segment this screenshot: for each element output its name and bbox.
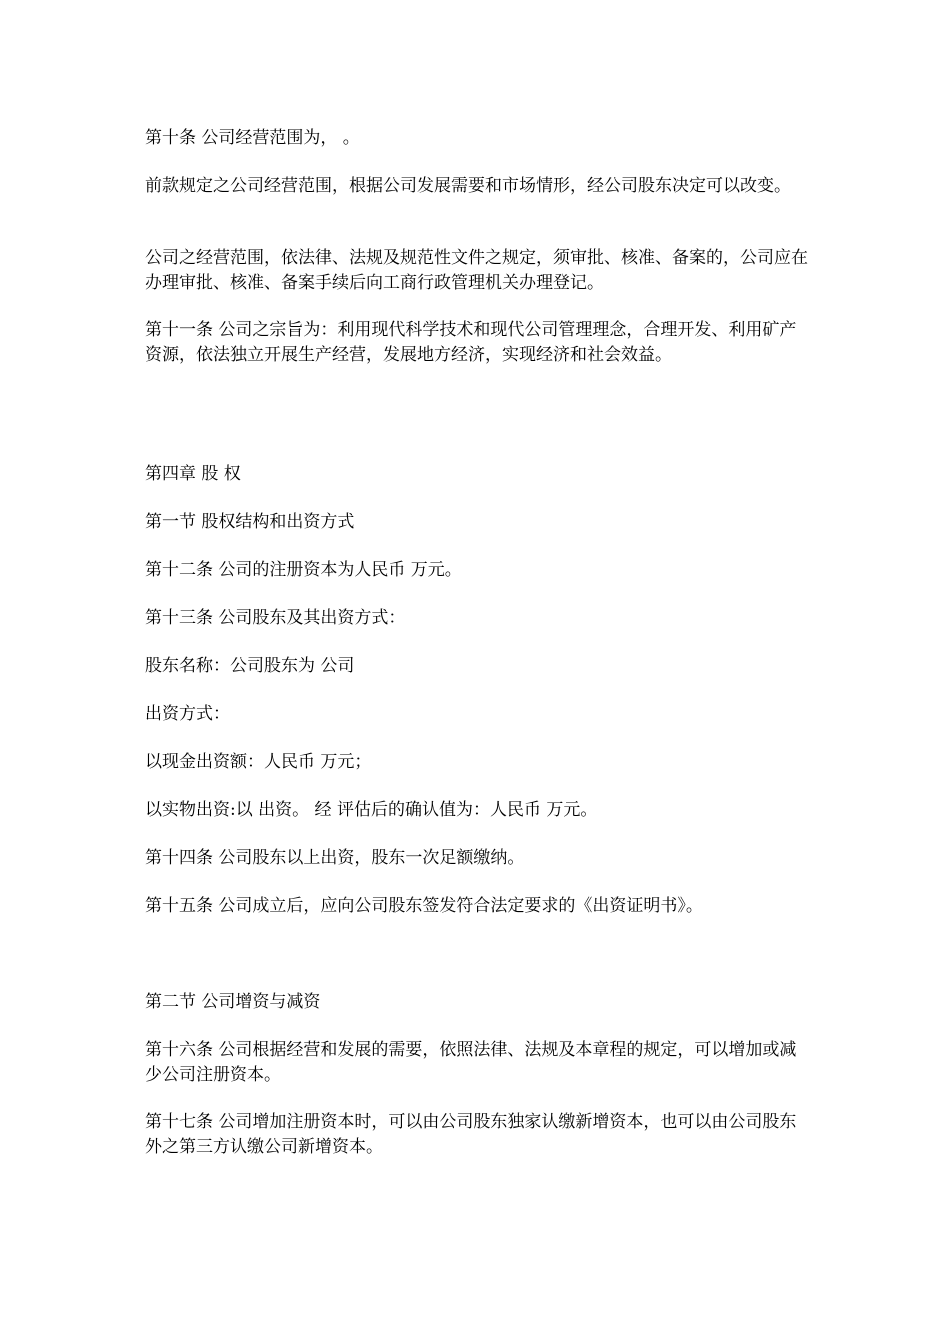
scope-change-paragraph: 前款规定之公司经营范围，根据公司发展需要和市场情形，经公司股东决定可以改变。 (145, 176, 791, 196)
shareholder-name: 股东名称：公司股东为 公司 (145, 656, 355, 676)
article-11-purpose: 第十一条 公司之宗旨为：利用现代科学技术和现代公司管理理念，合理开发、利用矿产资源，依法独立开展生产经营，发展地方经济，实现经济和社会效益。 (145, 320, 797, 365)
article-14-payment: 第十四条 公司股东以上出资，股东一次足额缴纳。 (145, 848, 525, 868)
article-13-shareholder: 第十三条 公司股东及其出资方式： (145, 608, 406, 628)
scope-approval-paragraph: 公司之经营范围，依法律、法规及规范性文件之规定，须审批、核准、备案的，公司应在办理审批、核准、备案手续后向工商行政管理机关办理登记。 (145, 248, 808, 293)
section-1-heading: 第一节 股权结构和出资方式 (145, 512, 355, 532)
article-12-capital: 第十二条 公司的注册资本为人民币 万元。 (145, 560, 462, 580)
chapter-4-heading: 第四章 股 权 (145, 464, 241, 484)
section-2-heading: 第二节 公司增资与减资 (145, 992, 321, 1012)
article-16-capital-change: 第十六条 公司根据经营和发展的需要，依照法律、法规及本章程的规定，可以增加或减少公司注册资本。 (145, 1040, 797, 1085)
article-10-scope: 第十条 公司经营范围为， 。 (145, 128, 360, 148)
cash-contribution: 以现金出资额：人民币 万元； (145, 752, 372, 772)
in-kind-contribution: 以实物出资:以 出资。 经 评估后的确认值为：人民币 万元。 (145, 800, 598, 820)
contribution-method-label: 出资方式： (145, 704, 230, 724)
article-15-certificate: 第十五条 公司成立后，应向公司股东签发符合法定要求的《出资证明书》。 (145, 896, 703, 916)
article-17-capital-increase: 第十七条 公司增加注册资本时，可以由公司股东独家认缴新增资本，也可以由公司股东外之第三方认缴公司新增资本。 (145, 1112, 797, 1157)
